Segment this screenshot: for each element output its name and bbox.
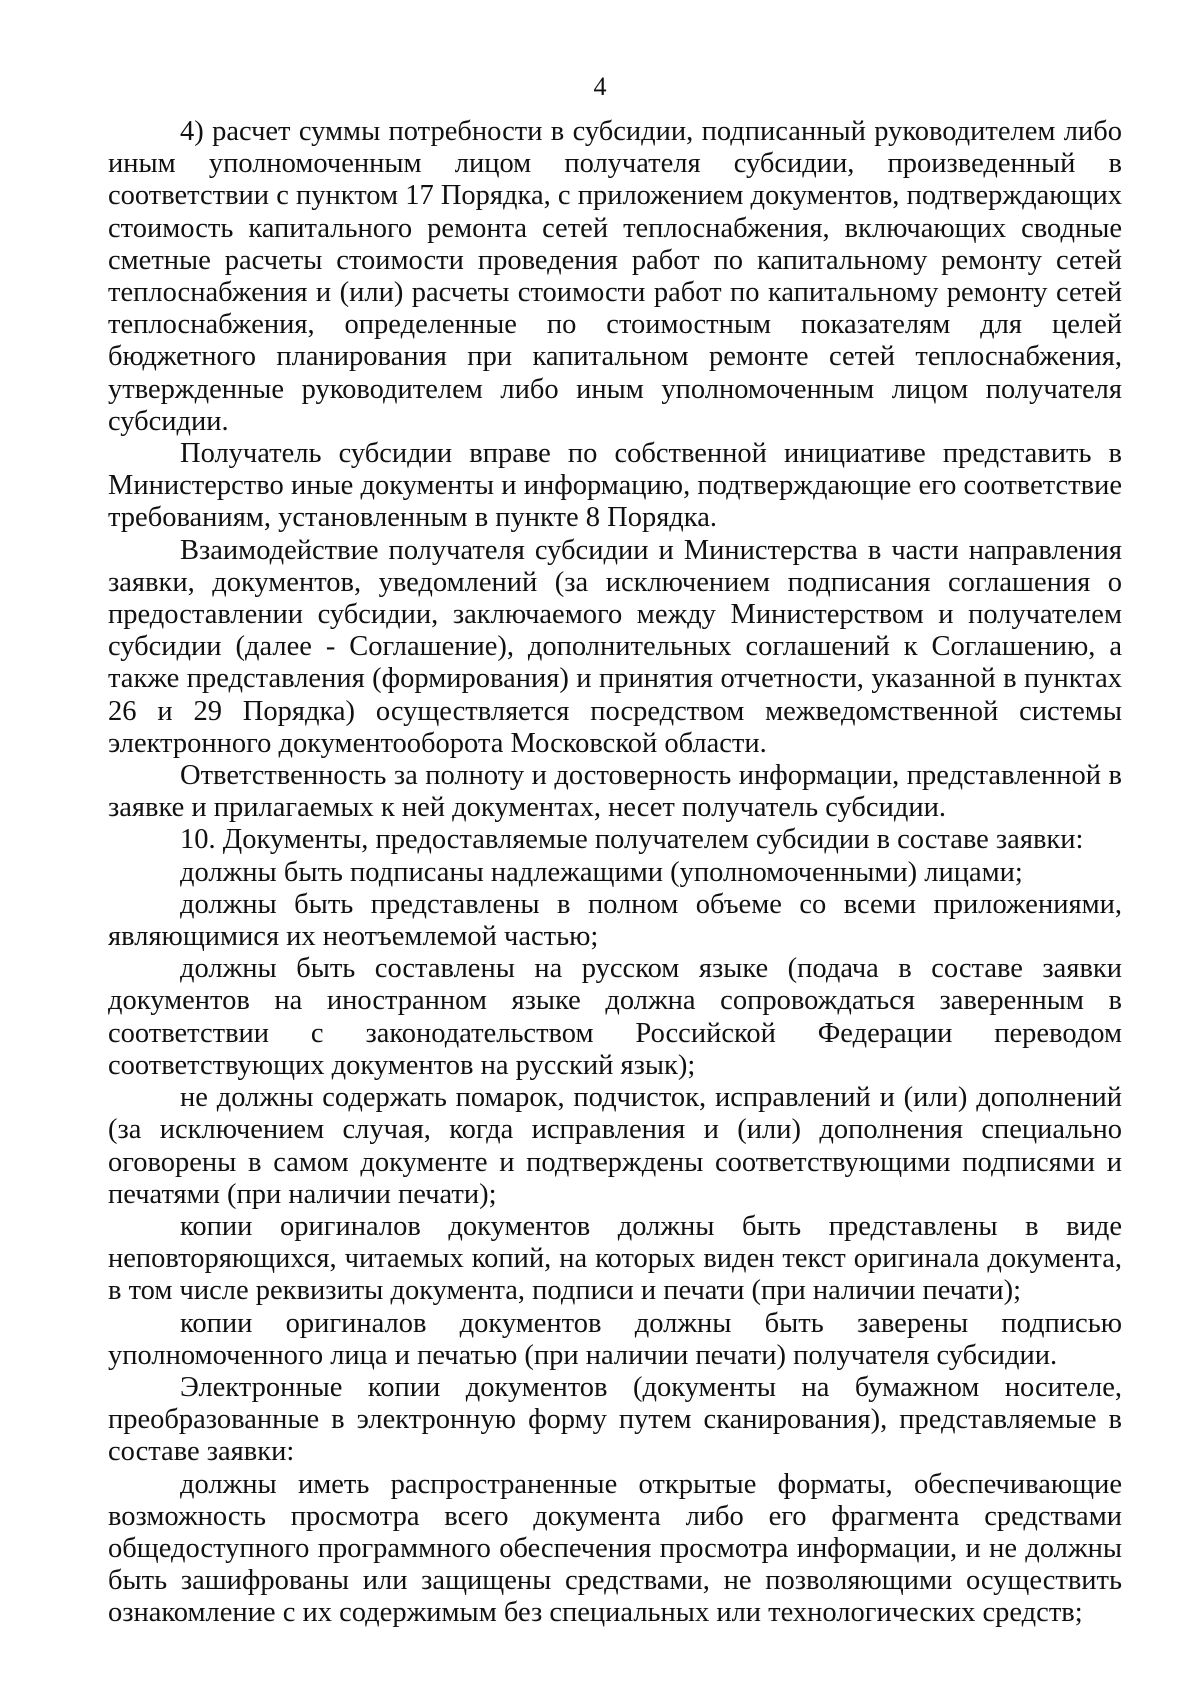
paragraph-cost-calculation: 4) расчет суммы потребности в субсидии, подписанный руководителем либо иным уполномоченным лицом получателя субсидии, произведенный в соответствии с пунктом 17 Порядка, с приложением документов, подтверждающих стоимость капитального ремонта сетей теплоснабжения, включающих сводные сметные расчеты стоимости проведения работ по капитальному ремонту сетей теплоснабжения и (или) расчеты стоимости работ по капитальному ремонту сетей теплоснабжения, определенные по стоимостным показателям для целей бюджетного планирования при капитальном ремонте сетей теплоснабжения, утвержденные руководителем либо иным уполномоченным лицом получателя субсидии. xyxy=(108,116,1122,437)
paragraph-item-10: 10. Документы, предоставляемые получателем субсидии в составе заявки: xyxy=(180,824,1084,856)
paragraph-open-formats: должны иметь распространенные открытые форматы, обеспечивающие возможность просмотра всего документа либо его фрагмента средствами общедоступного программного обеспечения просмотра информации, и не должны быть зашифрованы или защищены средствами, не позволяющими осуществить ознакомление с их содержимым без специальных или технологических средств; xyxy=(108,1468,1122,1629)
paragraph-no-corrections: не должны содержать помарок, подчисток, исправлений и (или) дополнений (за исключением случая, когда исправления и (или) дополнения специально оговорены в самом документе и подтверждены соответствующими подписями и печатями (при наличии печати); xyxy=(108,1082,1122,1210)
document-body xyxy=(108,116,1122,1630)
paragraph-signed: должны быть подписаны надлежащими (уполномоченными) лицами; xyxy=(180,856,1023,888)
paragraph-own-initiative: Получатель субсидии вправе по собственной инициативе представить в Министерство иные документы и информацию, подтверждающие его соответствие требованиям, установленным в пункте 8 Порядка. xyxy=(108,438,1122,534)
page-number: 4 xyxy=(593,72,607,101)
paragraph-full-volume: должны быть представлены в полном объеме со всеми приложениями, являющимися их неотъемлемой частью; xyxy=(108,888,1122,953)
paragraph-electronic-copies: Электронные копии документов (документы на бумажном носителе, преобразованные в электронную форму путем сканирования), представляемые в составе заявки: xyxy=(108,1371,1122,1468)
paragraph-responsibility: Ответственность за полноту и достоверность информации, представленной в заявке и прилагаемых к ней документах, несет получатель субсидии. xyxy=(108,760,1122,824)
paragraph-russian-language: должны быть составлены на русском языке (подача в составе заявки документов на иностранном языке должна сопровождаться заверенным в соответствии с законодательством Российской Федерации переводом соответствующих документов на русский язык); xyxy=(108,953,1122,1081)
paragraph-readable-copies: копии оригиналов документов должны быть представлены в виде неповторяющихся, читаемых копий, на которых виден текст оригинала документа, в том числе реквизиты документа, подписи и печати (при наличии печати); xyxy=(108,1210,1122,1307)
paragraph-interaction: Взаимодействие получателя субсидии и Министерства в части направления заявки, документов, уведомлений (за исключением подписания соглашения о предоставлении субсидии, заключаемого между Министерством и получателем субсидии (далее - Соглашение), дополнительных соглашений к Соглашению, а также представления (формирования) и принятия отчетности, указанной в пунктах 26 и 29 Порядка) осуществляется посредством межведомственной системы электронного документооборота Московской области. xyxy=(108,534,1122,759)
paragraph-certified-copies: копии оригиналов документов должны быть заверены подписью уполномоченного лица и печатью (при наличии печати) получателя субсидии. xyxy=(108,1307,1122,1371)
